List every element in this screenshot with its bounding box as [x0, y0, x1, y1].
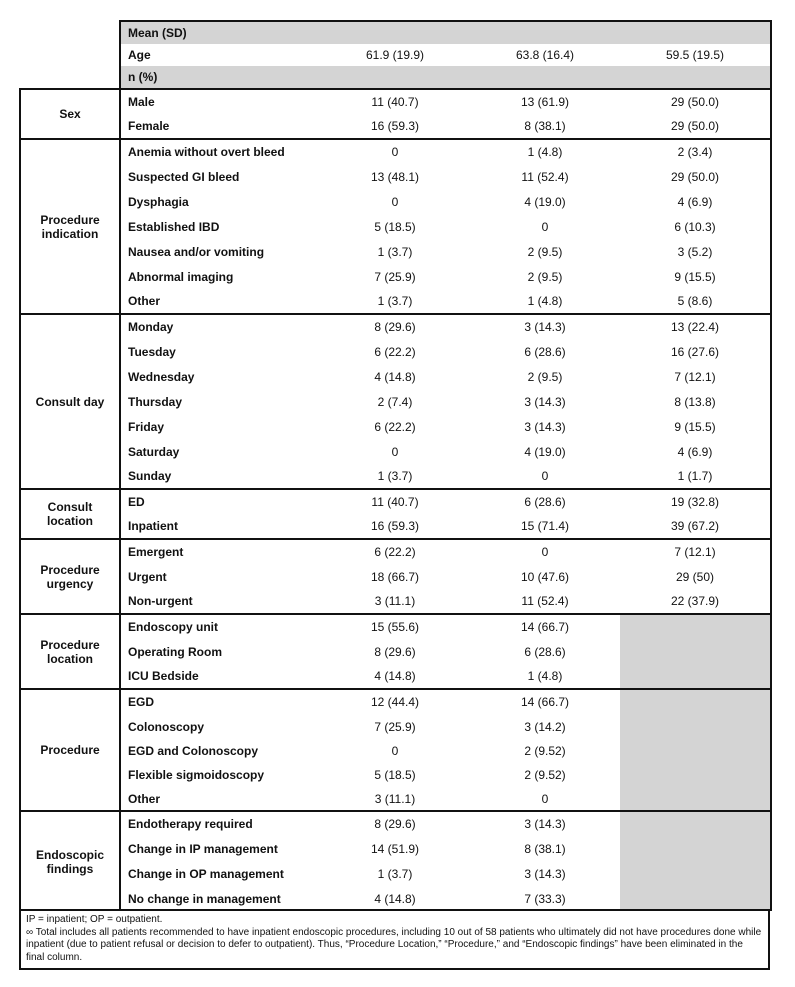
- value-cell: 5 (8.6): [620, 289, 771, 314]
- table-row: [20, 739, 771, 763]
- row-label: Change in OP management: [128, 866, 284, 881]
- row-label: Suspected GI bleed: [128, 169, 240, 184]
- value-cell: [620, 689, 771, 714]
- table-row: [20, 389, 771, 414]
- value-cell: 16 (27.6): [620, 339, 771, 364]
- value-cell: 1 (4.8): [470, 139, 620, 164]
- value-cell: 4 (14.8): [374, 669, 416, 683]
- value-cell: 15 (55.6): [320, 614, 470, 639]
- value-cell: 11 (52.4): [521, 169, 569, 184]
- table-row: [20, 139, 771, 164]
- value-cell: 4 (6.9): [620, 439, 771, 464]
- value-cell: 18 (66.7): [370, 569, 420, 584]
- value-cell: 29 (50.0): [620, 164, 771, 189]
- table-row: [20, 289, 771, 314]
- row-label: Non-urgent: [128, 594, 193, 608]
- value-cell: 2 (9.52): [524, 744, 566, 758]
- value-cell: 29 (50): [620, 564, 771, 589]
- value-cell: [620, 763, 771, 787]
- value-cell: 3 (14.3): [470, 314, 620, 339]
- value-cell: 11 (40.7): [320, 89, 470, 114]
- table-footnote: [19, 909, 770, 970]
- group-label: Consult location: [20, 489, 120, 539]
- footnote-abbreviations: IP = inpatient; OP = outpatient.: [26, 914, 163, 925]
- value-cell: 16 (59.3): [370, 119, 420, 133]
- value-cell: [620, 811, 771, 836]
- age-value: 61.9 (19.9): [320, 44, 470, 66]
- value-cell: 12 (44.4): [320, 689, 470, 714]
- value-cell: 9 (15.5): [620, 414, 771, 439]
- value-cell: 13 (48.1): [370, 169, 420, 184]
- footnote-total-note: ∞ Total includes all patients recommended to have inpatient endoscopic procedures, including 10 out of 58 patients who ultimately did not have procedures done while inpatient (due to patient refusal or decision to defer to outpatient). Thus, “Procedure Location,” “Procedure,” and “Endoscopic findings” have been eliminated in the final column.: [26, 926, 762, 963]
- header-gray-cell: [320, 21, 470, 44]
- value-cell: 4 (19.0): [524, 444, 566, 459]
- table-row: [20, 189, 771, 214]
- header-gray-cell: [320, 66, 470, 89]
- table-row: [20, 489, 771, 514]
- value-cell: 3 (14.3): [524, 866, 566, 881]
- row-label: Urgent: [128, 569, 167, 584]
- row-label: Monday: [120, 314, 320, 339]
- table-row: [20, 639, 771, 664]
- table-row: [20, 214, 771, 239]
- row-label: Nausea and/or vomiting: [128, 244, 265, 259]
- age-value: 63.8 (16.4): [470, 44, 620, 66]
- row-label: No change in management: [128, 891, 281, 906]
- value-cell: 8 (13.8): [620, 389, 771, 414]
- table-row: [20, 89, 771, 114]
- value-cell: 6 (22.2): [320, 539, 470, 564]
- value-cell: 0: [470, 539, 620, 564]
- row-label: ED: [120, 489, 320, 514]
- row-label: EGD and Colonoscopy: [128, 744, 259, 758]
- age-row: [20, 44, 771, 66]
- row-label: Other: [128, 791, 161, 806]
- table-row: [20, 239, 771, 264]
- table-row: [20, 763, 771, 787]
- value-cell: 8 (29.6): [374, 644, 416, 659]
- value-cell: [620, 836, 771, 861]
- value-cell: 2 (7.4): [377, 394, 413, 409]
- table-row: [20, 664, 771, 689]
- row-label: ICU Bedside: [128, 669, 199, 683]
- row-label: Female: [128, 119, 170, 133]
- value-cell: 1 (3.7): [377, 469, 413, 483]
- row-label: Friday: [128, 419, 165, 434]
- value-cell: 5 (18.5): [374, 768, 416, 782]
- value-cell: 6 (22.2): [374, 344, 416, 359]
- value-cell: 1 (3.7): [377, 294, 413, 308]
- table-row: [20, 836, 771, 861]
- table-row: [20, 689, 771, 714]
- age-value: 59.5 (19.5): [620, 44, 771, 66]
- table-row: [20, 564, 771, 589]
- value-cell: 1 (1.7): [620, 464, 771, 489]
- value-cell: 1 (4.8): [527, 669, 563, 683]
- value-cell: 29 (50.0): [620, 114, 771, 139]
- value-cell: [620, 787, 771, 811]
- value-cell: [620, 739, 771, 763]
- row-label: Other: [128, 294, 161, 308]
- group-label: Endoscopic findings: [20, 811, 120, 911]
- value-cell: 3 (14.3): [524, 394, 566, 409]
- value-cell: 14 (51.9): [370, 841, 420, 856]
- row-label: Saturday: [128, 444, 180, 459]
- value-cell: 4 (14.8): [374, 891, 416, 906]
- value-cell: 6 (28.6): [470, 489, 620, 514]
- table-row: [20, 464, 771, 489]
- value-cell: 6 (22.2): [374, 419, 416, 434]
- value-cell: 8 (38.1): [524, 119, 566, 133]
- value-cell: 3 (14.3): [470, 811, 620, 836]
- header-blank-cell: [20, 44, 120, 66]
- row-label: EGD: [120, 689, 320, 714]
- value-cell: 1 (3.7): [377, 866, 413, 881]
- value-cell: 8 (29.6): [320, 314, 470, 339]
- table-row: [20, 539, 771, 564]
- value-cell: 3 (11.1): [374, 791, 416, 806]
- value-cell: 2 (9.5): [527, 369, 563, 384]
- value-cell: 39 (67.2): [620, 514, 771, 539]
- group-label: Consult day: [20, 314, 120, 489]
- mean-sd-label: Mean (SD): [120, 21, 320, 44]
- table-row: [20, 339, 771, 364]
- value-cell: 2 (3.4): [620, 139, 771, 164]
- value-cell: 10 (47.6): [520, 569, 570, 584]
- value-cell: [620, 664, 771, 689]
- table-row: [20, 787, 771, 811]
- header-gray-cell: [470, 21, 620, 44]
- header-gray-cell: [620, 21, 771, 44]
- value-cell: [620, 614, 771, 639]
- value-cell: 22 (37.9): [620, 589, 771, 614]
- value-cell: 15 (71.4): [520, 519, 570, 533]
- row-label: Wednesday: [128, 369, 195, 384]
- age-label: Age: [120, 44, 320, 66]
- value-cell: 6 (28.6): [524, 344, 566, 359]
- table-row: [20, 114, 771, 139]
- row-label: Change in IP management: [128, 841, 278, 856]
- value-cell: 1 (3.7): [377, 244, 413, 259]
- header-mean-row: [20, 21, 771, 44]
- table-row: [20, 514, 771, 539]
- group-label: Procedure urgency: [20, 539, 120, 614]
- row-label: Colonoscopy: [128, 719, 205, 734]
- value-cell: 7 (12.1): [620, 364, 771, 389]
- value-cell: 2 (9.52): [524, 768, 566, 782]
- table-row: [20, 364, 771, 389]
- value-cell: 4 (19.0): [524, 194, 566, 209]
- value-cell: 8 (29.6): [320, 811, 470, 836]
- value-cell: 13 (22.4): [620, 314, 771, 339]
- table-row: [20, 861, 771, 886]
- table-body: [20, 21, 771, 911]
- group-label: Sex: [20, 89, 120, 139]
- value-cell: 0: [320, 139, 470, 164]
- value-cell: 14 (66.7): [470, 614, 620, 639]
- table-row: [20, 164, 771, 189]
- header-blank-cell: [20, 66, 120, 89]
- demographics-table-sheet: [19, 20, 770, 970]
- value-cell: 3 (14.2): [524, 719, 566, 734]
- row-label: Established IBD: [128, 219, 220, 234]
- value-cell: 0: [541, 791, 549, 806]
- value-cell: 4 (14.8): [374, 369, 416, 384]
- value-cell: 8 (38.1): [524, 841, 566, 856]
- value-cell: 19 (32.8): [620, 489, 771, 514]
- row-label: Flexible sigmoidoscopy: [128, 768, 265, 782]
- row-label: Sunday: [128, 469, 172, 483]
- value-cell: 3 (5.2): [620, 239, 771, 264]
- row-label: Dysphagia: [128, 194, 189, 209]
- header-gray-cell: [620, 66, 771, 89]
- row-label: Operating Room: [128, 644, 223, 659]
- value-cell: 29 (50.0): [620, 89, 771, 114]
- value-cell: 0: [391, 194, 399, 209]
- table-row: [20, 314, 771, 339]
- row-label: Anemia without overt bleed: [120, 139, 320, 164]
- value-cell: 2 (9.5): [527, 269, 563, 284]
- table-row: [20, 614, 771, 639]
- value-cell: [620, 639, 771, 664]
- row-label: Thursday: [128, 394, 183, 409]
- value-cell: 7 (25.9): [374, 269, 416, 284]
- value-cell: [620, 861, 771, 886]
- value-cell: 14 (66.7): [470, 689, 620, 714]
- table-row: [20, 414, 771, 439]
- value-cell: 3 (11.1): [374, 594, 416, 608]
- value-cell: [620, 714, 771, 739]
- demographics-table: [19, 20, 772, 911]
- value-cell: [620, 886, 771, 911]
- value-cell: 11 (40.7): [320, 489, 470, 514]
- value-cell: 6 (10.3): [620, 214, 771, 239]
- row-label: Inpatient: [128, 519, 178, 533]
- table-row: [20, 811, 771, 836]
- value-cell: 9 (15.5): [620, 264, 771, 289]
- table-row: [20, 886, 771, 911]
- group-label: Procedure location: [20, 614, 120, 689]
- n-percent-label: n (%): [120, 66, 320, 89]
- row-label: Tuesday: [128, 344, 176, 359]
- value-cell: 11 (52.4): [521, 594, 569, 608]
- value-cell: 0: [541, 219, 549, 234]
- value-cell: 4 (6.9): [620, 189, 771, 214]
- table-row: [20, 714, 771, 739]
- header-n-row: [20, 66, 771, 89]
- table-row: [20, 439, 771, 464]
- row-label: Endoscopy unit: [120, 614, 320, 639]
- header-blank-cell: [20, 21, 120, 44]
- table-row: [20, 264, 771, 289]
- value-cell: 0: [391, 744, 399, 758]
- value-cell: 7 (33.3): [524, 891, 566, 906]
- value-cell: 0: [391, 444, 399, 459]
- row-label: Emergent: [120, 539, 320, 564]
- value-cell: 2 (9.5): [527, 244, 563, 259]
- value-cell: 13 (61.9): [470, 89, 620, 114]
- row-label: Male: [120, 89, 320, 114]
- value-cell: 0: [541, 469, 549, 483]
- value-cell: 6 (28.6): [524, 644, 566, 659]
- value-cell: 3 (14.3): [524, 419, 566, 434]
- value-cell: 7 (25.9): [374, 719, 416, 734]
- value-cell: 5 (18.5): [374, 219, 416, 234]
- group-label: Procedure: [20, 689, 120, 811]
- row-label: Abnormal imaging: [128, 269, 234, 284]
- value-cell: 1 (4.8): [527, 294, 563, 308]
- row-label: Endotherapy required: [120, 811, 320, 836]
- header-gray-cell: [470, 66, 620, 89]
- value-cell: 7 (12.1): [620, 539, 771, 564]
- table-row: [20, 589, 771, 614]
- group-label: Procedure indication: [20, 139, 120, 314]
- value-cell: 16 (59.3): [370, 519, 420, 533]
